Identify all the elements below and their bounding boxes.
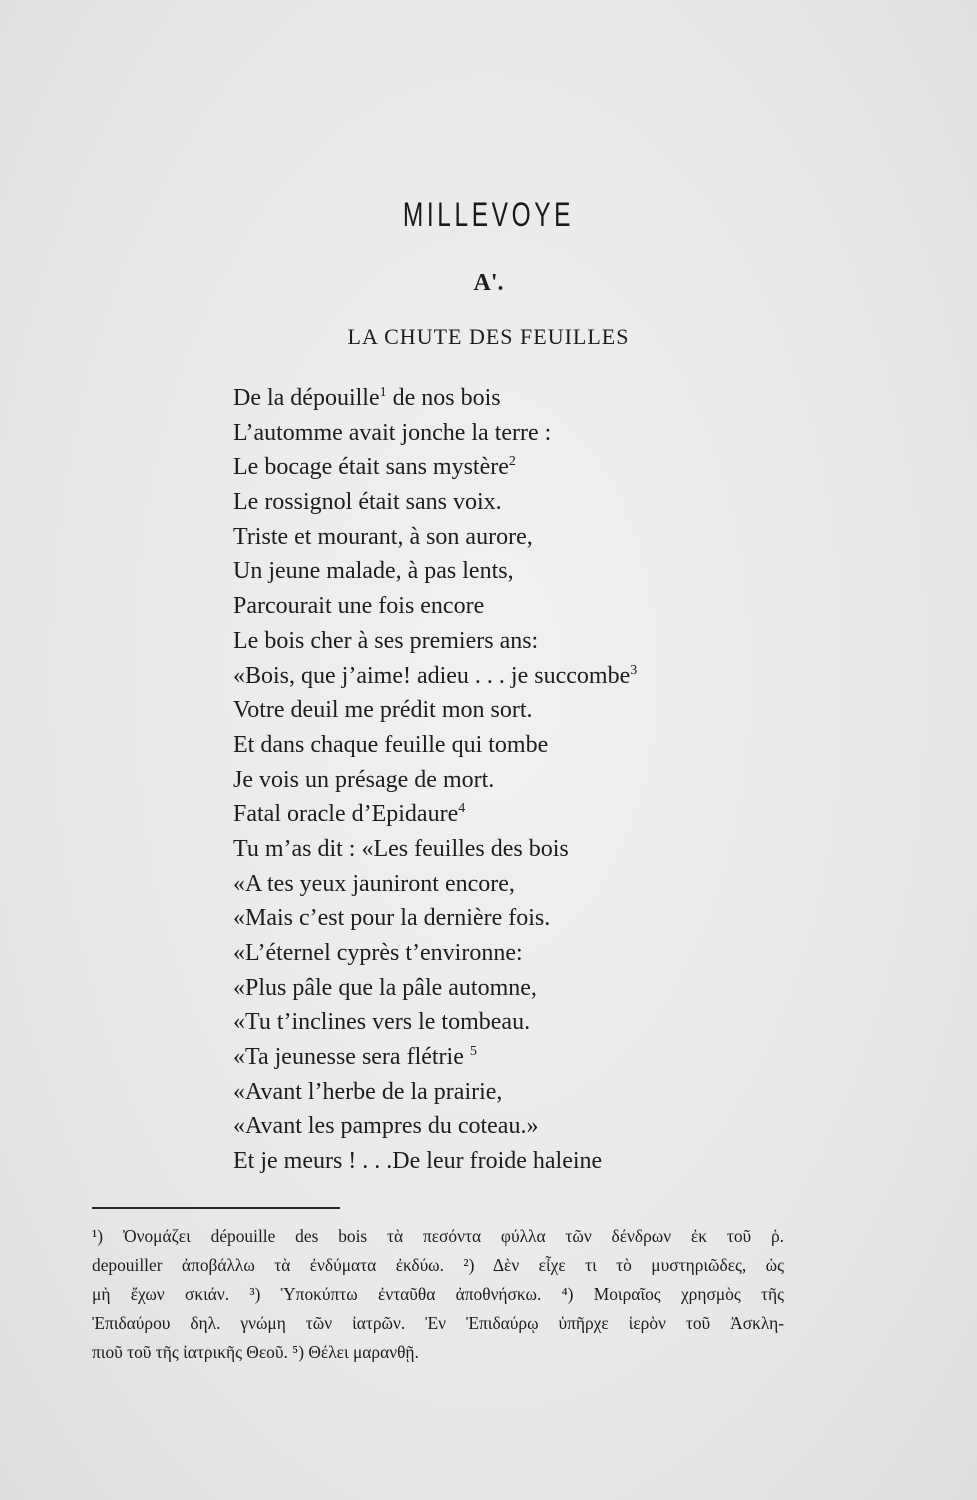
poem-line bbox=[233, 971, 793, 1006]
footnotes bbox=[92, 1222, 784, 1367]
poem-line bbox=[233, 763, 793, 798]
poem-line bbox=[233, 450, 793, 485]
poem-line-text: L’automme avait jonche la terre : bbox=[233, 419, 552, 446]
poem-line-text: «Avant l’herbe de la prairie, bbox=[233, 1078, 503, 1105]
poem-line bbox=[233, 797, 793, 832]
footnote-marker: 5 bbox=[469, 1044, 477, 1060]
footnote-rule bbox=[92, 1207, 340, 1209]
footnote-marker: 4 bbox=[458, 801, 466, 817]
poem-line-text: «Tu t’inclines vers le tombeau. bbox=[233, 1009, 531, 1036]
footnote-line: depouiller ἀποβάλλω τὰ ἐνδύματα ἐκδύω. ²) Δὲν εἶχε τι τὸ μυστηριῶδες, ὡς bbox=[92, 1255, 784, 1275]
poem-title: LA CHUTE DES FEUILLES bbox=[347, 324, 630, 349]
footnote-line: ¹) Ὀνομάζει dépouille des bois τὰ πεσόντα φύλλα τῶν δένδρων ἐκ τοῦ ῥ. bbox=[92, 1226, 784, 1246]
poem-line bbox=[233, 416, 793, 451]
poem-line-text: Votre deuil me prédit mon sort. bbox=[233, 697, 533, 724]
poem-line bbox=[233, 624, 793, 659]
poem-line-text: Le bois cher à ses premiers ans: bbox=[233, 627, 539, 654]
poem-line-text: Et je meurs ! . . .De leur froide haleine bbox=[233, 1148, 603, 1175]
poem-line bbox=[233, 693, 793, 728]
poem-line bbox=[233, 659, 793, 694]
poem-body bbox=[233, 381, 793, 1179]
poem-line bbox=[233, 1109, 793, 1144]
poem-line bbox=[233, 1005, 793, 1040]
poem-line-text: «L’éternel cyprès t’environne: bbox=[233, 940, 523, 966]
poem-line-text: «Plus pâle que la pâle automne, bbox=[233, 974, 537, 1001]
poem-line-text: Et dans chaque feuille qui tombe bbox=[233, 731, 549, 758]
footnote-line: Ἐπιδαύρου δηλ. γνώμη τῶν ἰατρῶν. Ἐν Ἐπιδαύρῳ ὑπῆρχε ἱερὸν τοῦ Ἀσκλη- bbox=[92, 1313, 784, 1333]
poem-line-text: Tu m’as dit : «Les feuilles des bois bbox=[233, 835, 569, 862]
footnote-line: πιοῦ τοῦ τῆς ἰατρικῆς Θεοῦ. ⁵) Θέλει μαρανθῇ. bbox=[92, 1342, 419, 1362]
poem-line bbox=[233, 485, 793, 520]
poem-line bbox=[233, 728, 793, 763]
footnote-marker: 2 bbox=[508, 454, 516, 470]
poem-line-text: Le bocage était sans mystère bbox=[233, 454, 509, 481]
poem-line bbox=[233, 867, 793, 902]
poem-line bbox=[233, 1040, 793, 1075]
poem-line-text: «Ta jeunesse sera flétrie bbox=[233, 1044, 470, 1071]
section-number: A'. bbox=[473, 270, 504, 296]
poem-line bbox=[233, 554, 793, 589]
poem-line bbox=[233, 901, 793, 936]
footnote-line: μὴ ἔχων σκιάν. ³) Ὑποκύπτω ἐνταῦθα ἀποθνήσκω. ⁴) Μοιραῖος χρησμὸς τῆς bbox=[92, 1284, 784, 1304]
poem-line-text: De la dépouille bbox=[233, 385, 380, 411]
poem-line-text: «Avant les pampres du coteau.» bbox=[233, 1113, 539, 1140]
poem-line-text: «Bois, que j’aime! adieu . . . je succombe bbox=[233, 662, 631, 689]
footnote-marker: 3 bbox=[630, 662, 638, 678]
poem-line-text: Fatal oracle d’Epidaure bbox=[233, 801, 459, 828]
poem-line bbox=[233, 520, 793, 555]
footnote-marker: 1 bbox=[379, 385, 387, 400]
author-heading: MILLEVOYE bbox=[402, 196, 575, 234]
poem-line-text: Je vois un présage de mort. bbox=[233, 766, 495, 793]
poem-line bbox=[233, 589, 793, 624]
poem-line-text: Parcourait une fois encore bbox=[233, 593, 485, 620]
poem-line bbox=[233, 832, 793, 867]
poem-line bbox=[233, 1144, 793, 1179]
poem-line-text: Un jeune malade, à pas lents, bbox=[233, 558, 514, 585]
poem-line bbox=[233, 381, 793, 416]
poem-line-text: de nos bois bbox=[386, 385, 501, 411]
poem-line-text: Le rossignol était sans voix. bbox=[233, 489, 502, 516]
poem-line-text: «A tes yeux jauniront encore, bbox=[233, 870, 515, 897]
poem-line-text: «Mais c’est pour la dernière fois. bbox=[233, 905, 551, 932]
poem-line bbox=[233, 1075, 793, 1110]
poem-line-text: Triste et mourant, à son aurore, bbox=[233, 523, 533, 550]
poem-line bbox=[233, 936, 793, 971]
